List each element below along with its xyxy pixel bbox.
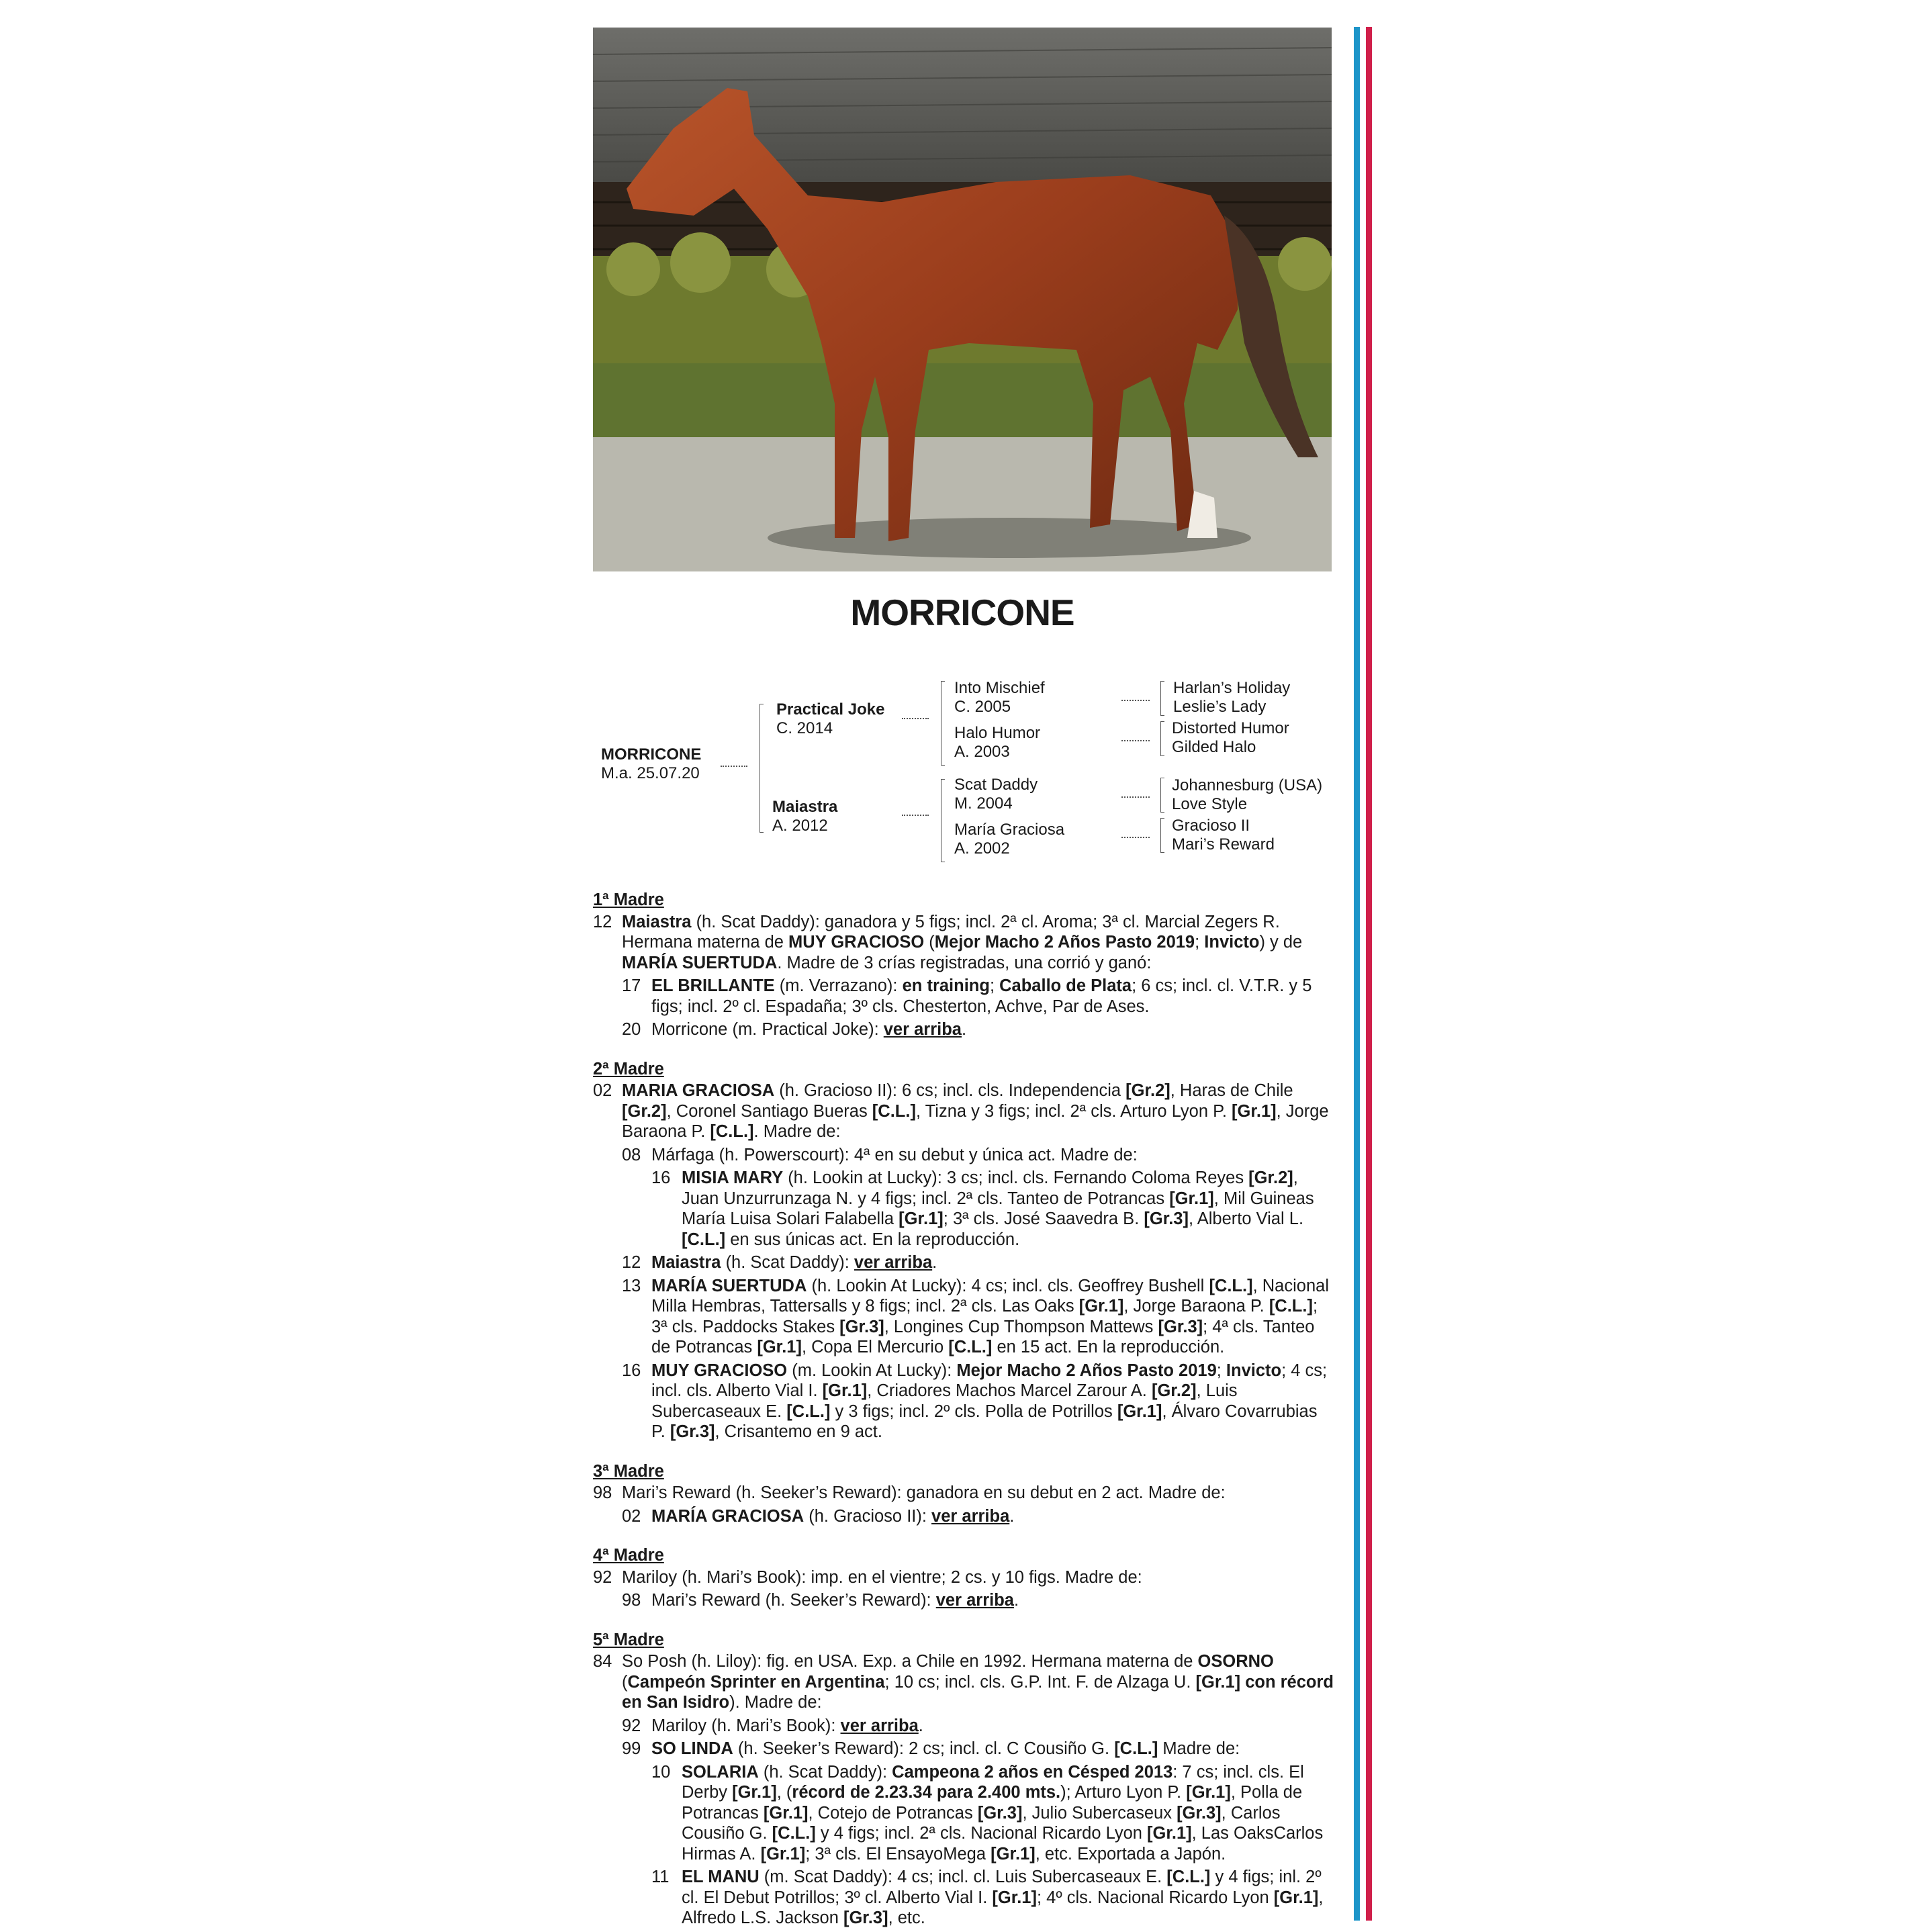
section-heading: 3ª Madre bbox=[593, 1461, 664, 1481]
section-heading: 5ª Madre bbox=[593, 1630, 664, 1649]
pedigree-entry bbox=[593, 1651, 1335, 1713]
pedigree-entry bbox=[593, 1506, 1335, 1527]
entry-year: 10 bbox=[651, 1762, 671, 1782]
pedigree-horse: MORRICONE M.a. 25.07.20 bbox=[601, 745, 702, 782]
pedigree-entry bbox=[593, 1590, 1335, 1611]
pedigree-entry bbox=[593, 912, 1335, 974]
pedigree-entry bbox=[593, 1867, 1335, 1929]
entry-text: EL MANU (m. Scat Daddy): 4 cs; incl. cl. Luis Subercaseaux E. [C.L.] y 4 figs; inl. 2º cl. El Debut Potrillos; 3º cl. Alberto Vial I. [Gr.1]; 4º cls. Nacional Ricardo Lyon [Gr.1], Alfredo L.S. Jackson [Gr.3], etc. bbox=[682, 1868, 1324, 1927]
entry-text: MARÍA SUERTUDA (h. Lookin At Lucky): 4 cs; incl. cls. Geoffrey Bushell [C.L.], Nacional Milla Hembras, Tattersalls y 8 figs; incl. 2ª cls. Las Oaks [Gr.1], Jorge Baraona P. [C.L.]; 3ª cls. Paddocks Stakes [Gr.3], Longines Cup Thompson Mattews [Gr.3]; 4ª cls. Tanteo de Potrancas [Gr.1], Copa El Mercurio [C.L.] en 15 act. En la reproducción. bbox=[651, 1276, 1329, 1356]
blue-stripe bbox=[1354, 27, 1360, 1921]
entry-year: 02 bbox=[622, 1506, 641, 1526]
pedigree-entry bbox=[593, 1145, 1335, 1166]
pedigree-entry bbox=[593, 1762, 1335, 1865]
pedigree-entry bbox=[593, 1483, 1335, 1504]
pedigree-gen3-6: Love Style bbox=[1172, 795, 1248, 813]
entry-year: 92 bbox=[622, 1716, 641, 1735]
pedigree-entry bbox=[593, 1019, 1335, 1040]
entry-text: Mariloy (h. Mari’s Book): imp. en el vientre; 2 cs. y 10 figs. Madre de: bbox=[622, 1567, 1142, 1587]
entry-year: 98 bbox=[622, 1591, 641, 1610]
entry-text: SO LINDA (h. Seeker’s Reward): 2 cs; incl. cl. C Cousiño G. [C.L.] Madre de: bbox=[651, 1739, 1240, 1758]
pedigree-gen2-3: Scat Daddy M. 2004 bbox=[954, 776, 1038, 813]
entry-year: 08 bbox=[622, 1145, 641, 1164]
entry-text: EL BRILLANTE (m. Verrazano): en training; Caballo de Plata; 6 cs; incl. cl. V.T.R. y 5 figs; incl. 2º cl. Espadaña; 3º cls. Chesterton, Achve, Par de Ases. bbox=[651, 976, 1312, 1016]
entry-text: Mariloy (h. Mari’s Book): ver arriba. bbox=[651, 1716, 923, 1735]
entry-year: 20 bbox=[622, 1020, 641, 1039]
entry-year: 12 bbox=[622, 1253, 641, 1272]
entry-text: Mari’s Reward (h. Seeker’s Reward): ganadora en su debut en 2 act. Madre de: bbox=[622, 1483, 1226, 1502]
pedigree-sire: Practical Joke C. 2014 bbox=[776, 700, 885, 737]
pedigree-entry bbox=[593, 1739, 1335, 1759]
pedigree-gen2-2: Halo Humor A. 2003 bbox=[954, 724, 1041, 761]
entry-text: MISIA MARY (h. Lookin at Lucky): 3 cs; incl. cls. Fernando Coloma Reyes [Gr.2], Juan Unzurrunzaga N. y 4 figs; incl. 2ª cls. Tanteo de Potrancas [Gr.1], Mil Guineas María Luisa Solari Falabella [Gr.1]; 3ª cls. José Saavedra B. [Gr.3], Alberto Vial L. [C.L.] en sus únicas act. En la reproducción. bbox=[682, 1168, 1314, 1249]
pedigree-gen3-2: Leslie’s Lady bbox=[1173, 698, 1267, 716]
entry-text: MARIA GRACIOSA (h. Gracioso II): 6 cs; incl. cls. Independencia [Gr.2], Haras de Chile [Gr.2], Coronel Santiago Bueras [C.L.], Tizna y 3 figs; incl. 2ª cls. Arturo Lyon P. [Gr.1], Jorge Baraona P. [C.L.]. Madre de: bbox=[622, 1081, 1329, 1141]
page-title: MORRICONE bbox=[850, 592, 1074, 633]
entry-year: 16 bbox=[622, 1361, 641, 1380]
entry-year: 17 bbox=[622, 976, 641, 995]
pedigree-entry bbox=[593, 976, 1335, 1017]
entry-text: Márfaga (h. Powerscourt): 4ª en su debut y única act. Madre de: bbox=[651, 1145, 1138, 1164]
entry-year: 02 bbox=[593, 1081, 612, 1100]
pedigree-entry bbox=[593, 1567, 1335, 1588]
entry-text: Morricone (m. Practical Joke): ver arriba. bbox=[651, 1020, 967, 1039]
entry-year: 99 bbox=[622, 1739, 641, 1758]
entry-text: Maiastra (h. Scat Daddy): ver arriba. bbox=[651, 1253, 937, 1272]
entry-text: So Posh (h. Liloy): fig. en USA. Exp. a Chile en 1992. Hermana materna de OSORNO (Campeón Sprinter en Argentina; 10 cs; incl. cls. G.P. Int. F. de Alzaga U. [Gr.1] con récord en San Isidro). Madre de: bbox=[622, 1652, 1334, 1712]
entry-text: Mari’s Reward (h. Seeker’s Reward): ver arriba. bbox=[651, 1591, 1019, 1610]
pedigree-entry bbox=[593, 1080, 1335, 1142]
pedigree-gen3-3: Distorted Humor bbox=[1172, 719, 1289, 737]
section-heading: 1ª Madre bbox=[593, 890, 664, 909]
entry-text: SOLARIA (h. Scat Daddy): Campeona 2 años en Césped 2013: 7 cs; incl. cls. El Derby [Gr.1], (récord de 2.23.34 para 2.400 mts.); Arturo Lyon P. [Gr.1], Polla de Potrancas [Gr.1], Cotejo de Potrancas [Gr.3], Julio Subercaseux [Gr.3], Carlos Cousiño G. [C.L.] y 4 figs; incl. 2ª cls. Nacional Ricardo Lyon [Gr.1], Las OaksCarlos Hirmas A. [Gr.1]; 3ª cls. El EnsayoMega [Gr.1], etc. Exportada a Japón. bbox=[682, 1762, 1324, 1864]
dam-line-text bbox=[593, 890, 1335, 1929]
pedigree-gen2-1: Into Mischief C. 2005 bbox=[954, 679, 1045, 716]
entry-year: 13 bbox=[622, 1276, 641, 1295]
pedigree-gen3-1: Harlan’s Holiday bbox=[1173, 679, 1291, 697]
horse-photo bbox=[593, 28, 1332, 571]
entry-year: 11 bbox=[651, 1868, 670, 1886]
section-heading: 4ª Madre bbox=[593, 1546, 664, 1565]
entry-year: 12 bbox=[593, 912, 612, 931]
pedigree-gen3-8: Mari’s Reward bbox=[1172, 835, 1275, 854]
entry-text: MARÍA GRACIOSA (h. Gracioso II): ver arriba. bbox=[651, 1506, 1015, 1526]
entry-year: 92 bbox=[593, 1567, 612, 1587]
pedigree-chart bbox=[593, 672, 1332, 873]
pedigree-entry bbox=[593, 1716, 1335, 1737]
entry-year: 16 bbox=[651, 1168, 671, 1187]
pedigree-entry bbox=[593, 1361, 1335, 1442]
pedigree-entry bbox=[593, 1168, 1335, 1250]
pedigree-dam: Maiastra A. 2012 bbox=[772, 798, 838, 835]
entry-year: 84 bbox=[593, 1652, 612, 1671]
entry-text: Maiastra (h. Scat Daddy): ganadora y 5 figs; incl. 2ª cl. Aroma; 3ª cl. Marcial Zegers R. Hermana materna de MUY GRACIOSO (Mejor Macho 2 Años Pasto 2019; Invicto) y de MARÍA SUERTUDA. Madre de 3 crías registradas, una corrió y ganó: bbox=[622, 912, 1303, 972]
pedigree-gen2-4: María Graciosa A. 2002 bbox=[954, 821, 1065, 858]
pedigree-gen3-7: Gracioso II bbox=[1172, 817, 1250, 835]
pedigree-entry bbox=[593, 1276, 1335, 1358]
pedigree-gen3-4: Gilded Halo bbox=[1172, 738, 1256, 756]
entry-year: 98 bbox=[593, 1483, 612, 1502]
section-heading: 2ª Madre bbox=[593, 1059, 664, 1078]
pedigree-gen3-5: Johannesburg (USA) bbox=[1172, 776, 1323, 794]
red-stripe bbox=[1366, 27, 1372, 1921]
entry-text: MUY GRACIOSO (m. Lookin At Lucky): Mejor Macho 2 Años Pasto 2019; Invicto; 4 cs; incl. cls. Alberto Vial I. [Gr.1], Criadores Machos Marcel Zarour A. [Gr.2], Luis Subercaseaux E. [C.L.] y 3 figs; incl. 2º cls. Polla de Potrillos [Gr.1], Álvaro Covarrubias P. [Gr.3], Crisantemo en 9 act. bbox=[651, 1361, 1328, 1441]
pedigree-entry bbox=[593, 1252, 1335, 1273]
